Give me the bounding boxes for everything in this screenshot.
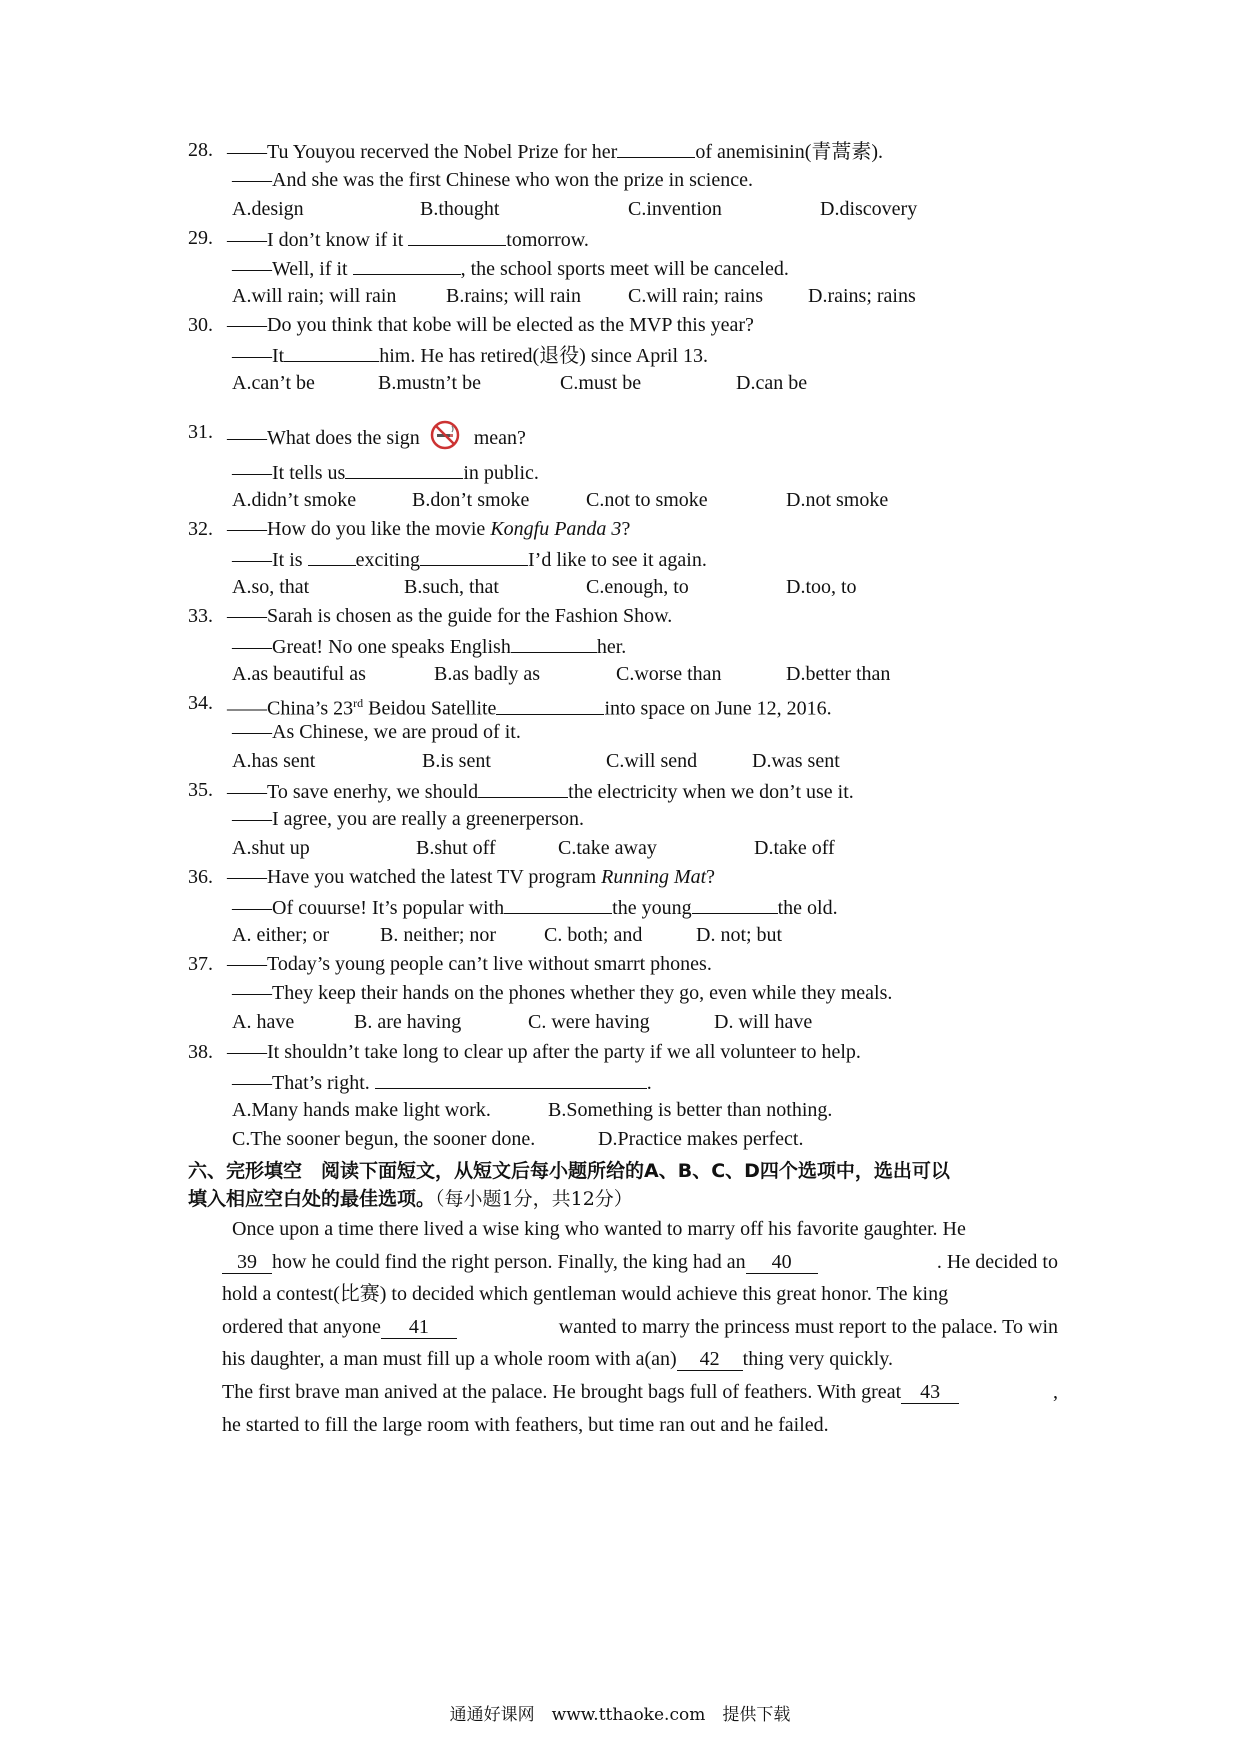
answer-blank xyxy=(617,138,695,158)
cloze-blank: 40 xyxy=(746,1251,818,1274)
answer-blank xyxy=(408,226,506,246)
answer-blank xyxy=(284,342,379,362)
option-d: D.discovery xyxy=(820,198,918,220)
program-title: Running Mat xyxy=(601,866,707,888)
passage-line: he started to fill the large room with feathers, but time ran out and he failed. xyxy=(222,1413,829,1436)
section-heading: 六、完形填空 阅读下面短文，从短文后每小题所给的A、B、C、D四个选项中，选出可以 xyxy=(188,1160,950,1182)
option-b: B.thought xyxy=(420,198,500,220)
answer-blank xyxy=(353,255,461,275)
answer-blank xyxy=(308,546,356,566)
answer-blank xyxy=(345,459,463,479)
answer-blank xyxy=(420,546,528,566)
cloze-blank: 39 xyxy=(222,1251,272,1274)
passage-line: 39 how he could find the right person. Finally, the king had an 40 . He decided to xyxy=(222,1246,1058,1279)
cloze-passage xyxy=(222,1213,1058,1441)
passage-line: ordered that anyone 41 wanted to marry the princess must report to the palace. To win xyxy=(222,1315,1058,1338)
cloze-blank: 43 xyxy=(901,1381,959,1404)
cloze-blank: 41 xyxy=(381,1316,457,1339)
question-stem: ——Tu Youyou recerved the Nobel Prize for her xyxy=(227,141,618,163)
cloze-blank: 42 xyxy=(677,1348,743,1371)
question-number: 28. xyxy=(188,139,213,161)
answer-blank xyxy=(692,894,778,914)
option-a: A.design xyxy=(232,198,304,220)
answer-blank xyxy=(511,633,597,653)
answer-blank xyxy=(504,894,612,914)
passage-line: The first brave man anived at the palace. He brought bags full of feathers. With great 43 , xyxy=(222,1380,1058,1403)
answer-blank xyxy=(496,695,604,715)
section-note: （每小题1分，共12分） xyxy=(435,1188,633,1210)
answer-blank xyxy=(478,778,568,798)
passage-line: hold a contest(比赛) to decided which gentleman would achieve this great honor. The king xyxy=(222,1283,949,1306)
option-c: C.invention xyxy=(628,198,722,220)
passage-line: his daughter, a man must fill up a whole room with a(an) 42 thing very quickly. xyxy=(222,1348,893,1371)
section-heading-line2: 填入相应空白处的最佳选项。（每小题1分，共12分） xyxy=(188,1188,633,1210)
page-footer: 通通好课网 www.tthaoke.com 提供下载 xyxy=(449,1705,791,1725)
no-smoking-icon xyxy=(430,420,460,450)
movie-title: Kongfu Panda 3 xyxy=(490,518,622,540)
passage-line: Once upon a time there lived a wise king who wanted to marry off his favorite gaughter. He xyxy=(232,1218,966,1240)
answer-blank xyxy=(375,1069,647,1089)
question-stem-end: of anemisinin(青蒿素). xyxy=(695,141,884,163)
